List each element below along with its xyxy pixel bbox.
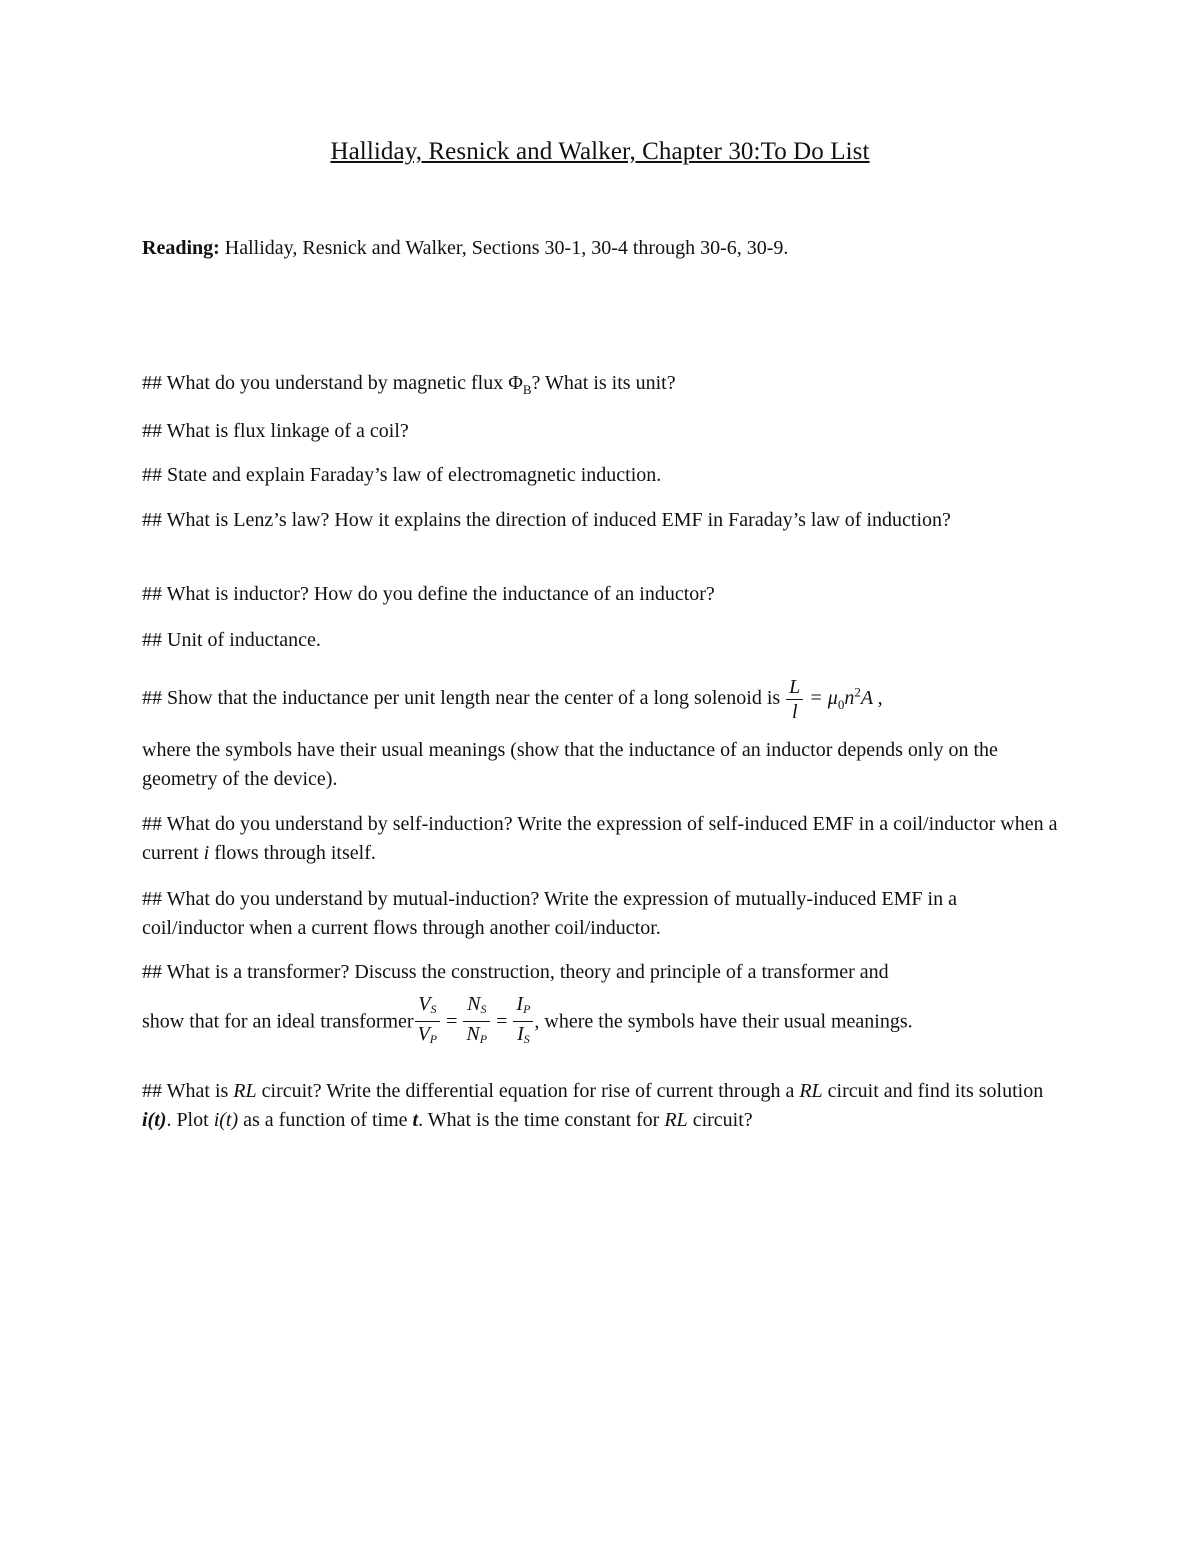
question-self-induction (142, 810, 1062, 868)
question-unit-inductance: ## Unit of inductance. (142, 629, 321, 651)
time-variable: t (412, 1109, 419, 1131)
reading-label: Reading: (142, 237, 220, 259)
question-magnetic-flux: ## What do you understand by magnetic flux $\Phi_B$? What is its unit? (142, 372, 676, 397)
question-solenoid (142, 675, 1062, 724)
transformer-text: show that for an ideal transformer (142, 1010, 414, 1033)
rl-term: RL (233, 1080, 257, 1102)
question-solenoid-continued: where the symbols have their usual meanings (show that the inductance of an inductor depends only on the geometry of the device). (142, 739, 998, 790)
self-induction-text-end: flows through itself. (209, 842, 376, 864)
rl-term: RL (664, 1109, 688, 1131)
transformer-text-end: , where the symbols have their usual meanings. (534, 1010, 913, 1033)
solenoid-fraction (786, 675, 803, 724)
rl-text-5: as a function of time (238, 1109, 413, 1131)
fraction-is: $I_S$ (517, 1023, 530, 1046)
fraction-vp: $V_P$ (417, 1023, 438, 1046)
function-i-of-t: i(t) (213, 1109, 239, 1131)
question-faradays-law: ## State and explain Faraday’s law of electromagnetic induction. (142, 464, 662, 486)
rl-text-6: . What is the time constant for (418, 1109, 665, 1131)
fraction-ip-is (513, 992, 533, 1051)
rl-text-2: circuit? Write the differential equation for rise of current through a (256, 1080, 800, 1102)
rl-text-4: . Plot (166, 1109, 214, 1131)
fraction-denominator: l (791, 701, 798, 723)
fraction-vs-vp (415, 992, 441, 1051)
question-transformer-formula-line (142, 992, 1062, 1051)
question-mutual-induction: ## What do you understand by mutual-induction? Write the expression of mutually-induced EMF in a coil/inductor when a current flows through another coil/inductor. (142, 888, 957, 939)
equals-sign: = (446, 1010, 458, 1033)
rl-term: RL (799, 1080, 823, 1102)
rl-text-7: circuit? (687, 1109, 753, 1131)
rl-text-3: circuit and find its solution (822, 1080, 1044, 1102)
self-induction-text: ## What do you understand by self-induction? Write the expression of self-induced EMF in a coil/inductor when a current (142, 813, 1058, 864)
question-inductor: ## What is inductor? How do you define the inductance of an inductor? (142, 583, 715, 605)
fraction-np: $N_P$ (466, 1023, 488, 1046)
fraction-numerator: L (786, 675, 803, 700)
fraction-vs: $V_S$ (415, 992, 441, 1022)
question-lenz-law: ## What is Lenz’s law? How it explains the direction of induced EMF in Faraday’s law of induction? (142, 509, 951, 531)
question-transformer: ## What is a transformer? Discuss the construction, theory and principle of a transformer and (142, 961, 889, 983)
solenoid-text: ## Show that the inductance per unit length near the center of a long solenoid is (142, 687, 786, 710)
reading-text: Halliday, Resnick and Walker, Sections 30-1, 30-4 through 30-6, 30-9. (219, 237, 789, 259)
solenoid-formula-rhs: = $\mu_0n^2A$ , (809, 684, 883, 713)
question-rl-circuit (142, 1077, 1062, 1135)
fraction-ns: $N_S$ (463, 992, 490, 1022)
equals-sign: = (496, 1010, 508, 1033)
document-title: Halliday, Resnick and Walker, Chapter 30:To Do List (330, 138, 870, 165)
rl-text-1: ## What is (142, 1080, 234, 1102)
fraction-ns-np (463, 992, 490, 1051)
function-i-of-t: i(t) (142, 1109, 167, 1131)
reading-line (142, 233, 1062, 263)
fraction-ip: $I_P$ (513, 992, 533, 1022)
question-flux-linkage: ## What is flux linkage of a coil? (142, 420, 409, 442)
current-variable: i (203, 842, 210, 864)
